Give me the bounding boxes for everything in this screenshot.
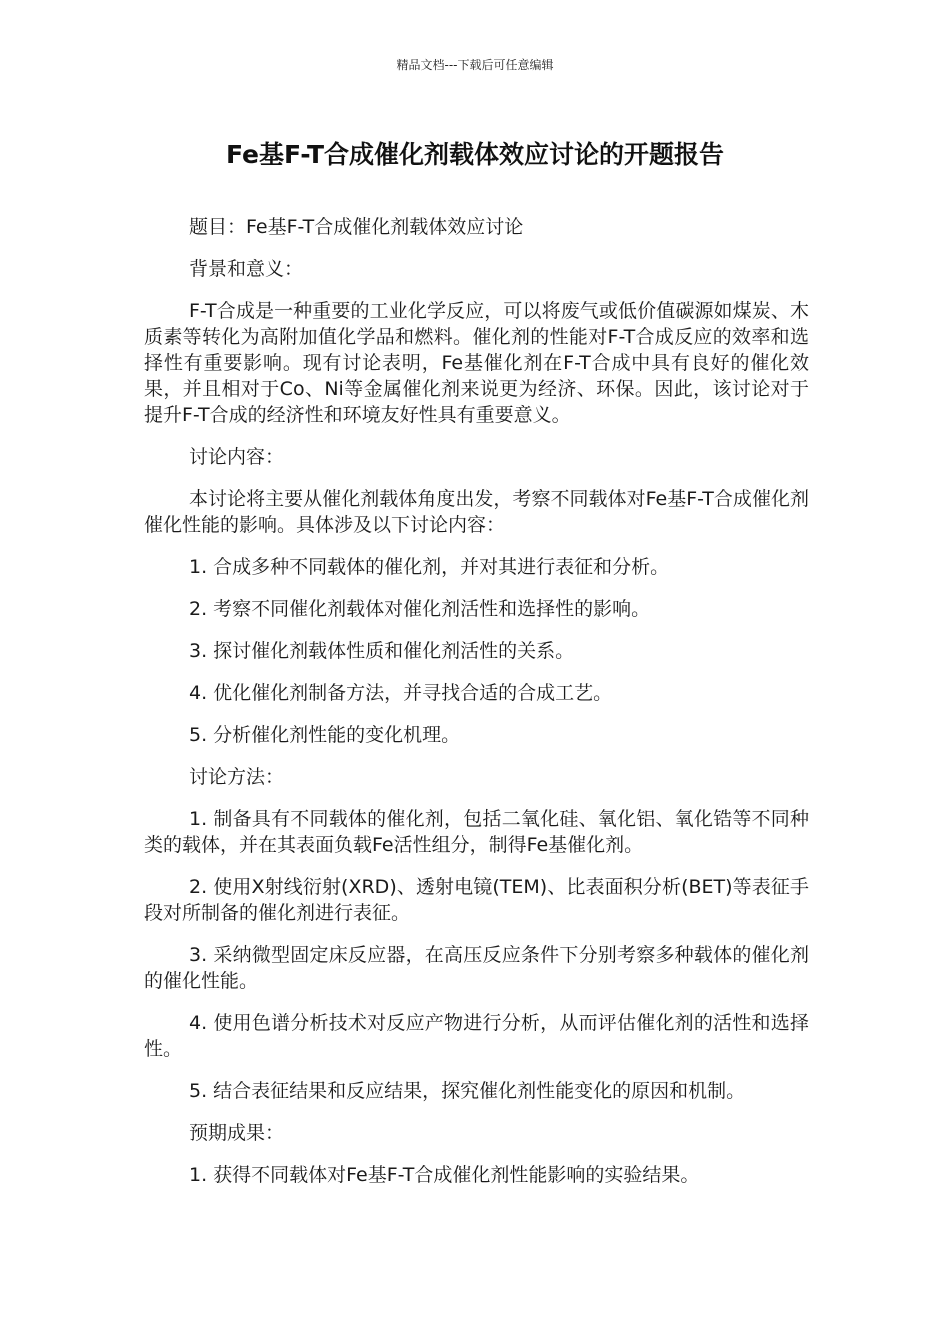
content-item: 3. 探讨催化剂载体性质和催化剂活性的关系。 xyxy=(189,640,575,662)
method-item: 1. 制备具有不同载体的催化剂，包括二氧化硅、氧化铝、氧化锆等不同种类的载体，并在其表面负载Fe活性组分，制得Fe基催化剂。 xyxy=(144,808,809,856)
content-item: 1. 合成多种不同载体的催化剂，并对其进行表征和分析。 xyxy=(189,556,670,578)
topic-line: 题目：Fe基F-T合成催化剂载体效应讨论 xyxy=(189,216,524,238)
content-item: 4. 优化催化剂制备方法，并寻找合适的合成工艺。 xyxy=(189,682,613,704)
background-paragraph: F-T合成是一种重要的工业化学反应，可以将废气或低价值碳源如煤炭、木质素等转化为高附加值化学品和燃料。催化剂的性能对F-T合成反应的效率和选择性有重要影响。现有讨论表明，Fe基催化剂在F-T合成中具有良好的催化效果，并且相对于Co、Ni等金属催化剂来说更为经济、环保。因此，该讨论对于提升F-T合成的经济性和环境友好性具有重要意义。 xyxy=(144,300,809,426)
outcome-item: 1. 获得不同载体对Fe基F-T合成催化剂性能影响的实验结果。 xyxy=(189,1164,700,1186)
method-item: 4. 使用色谱分析技术对反应产物进行分析，从而评估催化剂的活性和选择性。 xyxy=(144,1012,809,1060)
document-title: Fe基F-T合成催化剂载体效应讨论的开题报告 xyxy=(225,140,725,169)
method-item: 3. 采纳微型固定床反应器，在高压反应条件下分别考察多种载体的催化剂的催化性能。 xyxy=(144,944,809,992)
content-intro-paragraph: 本讨论将主要从催化剂载体角度出发，考察不同载体对Fe基F-T合成催化剂催化性能的影响。具体涉及以下讨论内容： xyxy=(144,488,809,536)
background-heading: 背景和意义： xyxy=(189,258,304,280)
page-header: 精品文档---下载后可任意编辑 xyxy=(396,58,554,72)
method-item: 2. 使用X射线衍射(XRD)、透射电镜(TEM)、比表面积分析(BET)等表征手段对所制备的催化剂进行表征。 xyxy=(144,876,809,924)
methods-heading: 讨论方法： xyxy=(189,766,285,788)
content-heading: 讨论内容： xyxy=(189,446,285,468)
content-item: 2. 考察不同催化剂载体对催化剂活性和选择性的影响。 xyxy=(189,598,651,620)
method-item: 5. 结合表征结果和反应结果，探究催化剂性能变化的原因和机制。 xyxy=(189,1080,746,1102)
document-body xyxy=(144,214,809,1204)
outcomes-heading: 预期成果： xyxy=(189,1122,285,1144)
content-item: 5. 分析催化剂性能的变化机理。 xyxy=(189,724,461,746)
